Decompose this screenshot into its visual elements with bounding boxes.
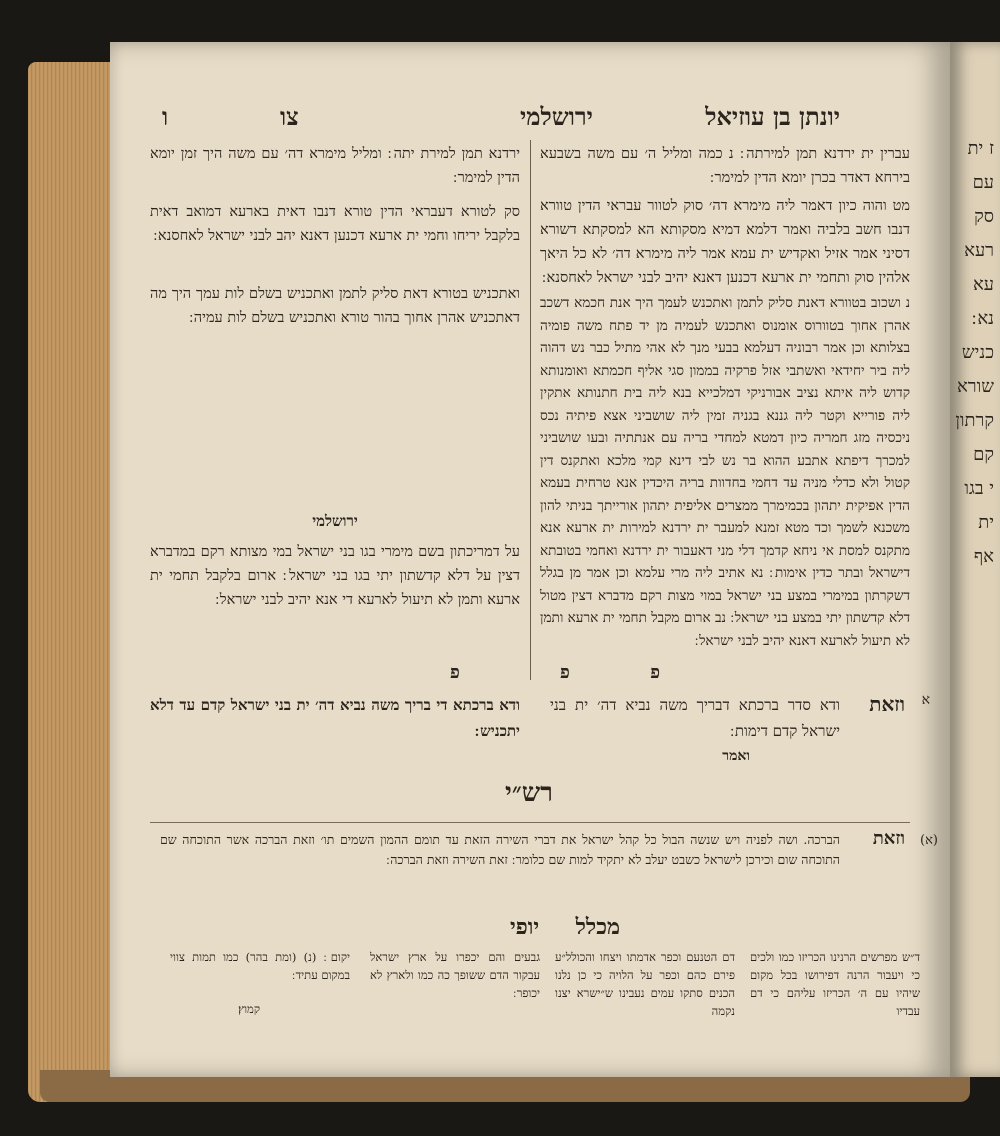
header-marker: ו [162, 102, 169, 131]
rashi-rule [150, 822, 910, 823]
verse-left-text: ודא ברכתא די בריך משה נביא דה׳ ית בני ישראל קדם עד דלא יתכניש ׃ [150, 696, 520, 740]
peh-mark-1: פ [650, 662, 660, 683]
facing-page-fragment-line: ז ית [967, 138, 994, 159]
book-page [110, 42, 950, 1077]
header-middle-title: ירושלמי [520, 102, 593, 131]
facing-page-fragment [950, 42, 1000, 1077]
rashi-title: רש״י [505, 778, 553, 808]
facing-page-fragment-line: קם [973, 444, 994, 465]
facing-page-fragment-line: עא [973, 274, 994, 295]
book-edge [28, 62, 118, 1102]
bottom-col-3: גבעים והם יכפרו על ארץ ישראל עבקור הדם ששופך כה כמו ולארץ לא יכופר ׃ [370, 950, 540, 1000]
facing-page-fragment-line: כניש [961, 342, 994, 363]
facing-page-fragment-line: קרתון [955, 410, 994, 431]
facing-page-fragment-line: ית [978, 512, 994, 533]
yonatan-block-2: מט והוה כיון דאמר ליה מימרא דה׳ סוק לטוור עבראי הדין טוורא דנבו חשב בלביה ואמר דלמא דמיא מסקותא הא למסקתא דשורא דסיני אמר אזיל ואקדיש ית עמא אמר ליה מימרא דה׳ לא כל היאך אלהין סוק ותחמי ית ארעא דכנען דאנא יהיב לבני ישראל לאחסנא ׃ [540, 198, 910, 286]
facing-page-fragment-line: שורא [957, 376, 994, 397]
verse-right-text: ודא סדר ברכתא דבריך משה נביא דה׳ ית בני ישראל קדם דימות ׃ [550, 696, 840, 740]
yonatan-block-1: עברין ית ירדנא תמן למירתה ׃ נ כמה ומליל ה׳ עם משה בשבעא בירחא דאדר בכרן יומא הדין למימר ׃ [540, 146, 910, 186]
facing-page-text [950, 42, 1000, 574]
bottom-title-left: יופי [510, 914, 540, 940]
facing-page-fragment-line: אף [973, 546, 994, 567]
yerushalmi-block-4: על דמריכתון בשם מימרי בגו בני ישראל במי מצותא רקם במדברא דצין על דלא קדשתון יתי בגו בני ישראל ׃ ארום בלקבל תחמי ית ארעא ותמן לא תיעול לארעא די אנא יהיב לבני ישראל ׃ [150, 544, 520, 608]
column-divider [530, 140, 531, 680]
peh-mark-2: פ [560, 662, 570, 683]
bottom-col-4b: קמוץ׃ [238, 1002, 260, 1016]
rashi-marker: (א) [920, 833, 938, 848]
bottom-col-4: יקום ׃ (נ) (ומת בהר) כמו תמות צווי במקום עתיד ׃ [170, 950, 350, 982]
page-number: צו [280, 102, 299, 131]
yerushalmi-label: ירושלמי [312, 512, 358, 530]
verse-opening-word: וזאת [869, 692, 905, 716]
bottom-title-right: מכלל [575, 914, 620, 940]
bottom-col-2: דם הטנעם וכפר אדמתו ויצחו והכולל״ע פירם כהם וכפר על הלויה כי כן נלנו הכנים סתקו עמים נעבינו ש״ישרא יצנו נקמה [555, 950, 735, 1018]
verse-number: א [921, 692, 930, 708]
peh-mark-3: פ [450, 662, 460, 683]
page-header [150, 102, 910, 142]
facing-page-fragment-line: עם [972, 172, 994, 193]
rashi-text: הברכה. ושה לפניה ויש שנשה הבול כל קהל ישראל את דברי השירה הזאת עד תומם ההמון השמים תו׳ וזאת הברכה אשר התוכחה שם התוכחה שום וכירכן לישראל כשבט יעלב לא יתקיד למות שם כלומר ׃ זאת השירה וזאת הברכה ׃ [160, 832, 840, 867]
catchword: ואמר [722, 748, 750, 764]
facing-page-fragment-line: י בגו [964, 478, 994, 499]
yonatan-block-3: נ ושכוב בטוורא דאנת סליק לתמן ואתכנש לעמך היך אנת חכמא דשכב אהרן אחוך בטוורוס אומנוס ואתכנש לעמיה מן יד פתח משה פומיה בצלותא וכן אמר רבוניה דעלמא בבעי מנך לא אהי מתיל כבר נש דהוה ליה ביר יחידאי ואשתבי אזל פרקיה בממון סגי אליף חכמתא ואומנותא קדוש ליה איתא נציב אבורניקי דמלכייא בנא ליה בית חתנותא אתקין ליה פורייא וקטר ליה גננא בגניה זמין ליה שושביני אצא פיתיה נכס ניכסיה מזג חמריה כיון דמטא למחדי בריה עם אנתתיה ובעו שושביני למכרך דיפתא אתבע ההוא בר נש לבי דינא קמי מלכא ואתקנס דין קטול ולא כדלי מניה עד דחמי בחדוות בריה היכדין אנא טרחית בעמא הדין אפיקית יתהון בכמימרך ממצרים אליפית יתהון אורייתך בניתי להון משכנא לשמך וכד מטא זמנא למעבר ית ירדנא למירות ית ארעא אנא מתקנס למסת אי ניחא קדמך דלי מני דאעבור ית ירדנא ואחמי בטובתא דישראל ובתר כדין אימות ׃ נא אתיב ליה מרי עלמא וכן אמר מן בגלל דשקרתון במימרי במצע בני ישראל במוי מצות רקם מדברא דצין מטול דלא קדשתון יתי במצע בני ישראל ׃ נב ארום מקבל תחמי ית ארעא ותמן לא תיעול לארעא דאנא יהיב לבני ישראל ׃ [540, 295, 910, 649]
facing-page-fragment-line: סק [974, 206, 994, 227]
facing-page-fragment-line: נא ׃ [971, 308, 994, 329]
yerushalmi-block-3: ואתכניש בטורא דאת סליק לתמן ואתכניש בשלם לות עמך היך מה דאתכניש אהרן אחוך בהור טורא ואתכניש בשלם לות עמיה ׃ [150, 286, 520, 326]
facing-page-fragment-line: רעא [964, 240, 994, 261]
header-right-title: יונתן בן עוזיאל [705, 102, 840, 131]
bottom-col-1: ד״ש מפרשים הרנינו הכריזו כמו ולכים כי ויעבור הרנה דפירושו בכל מקום שיהיו עם ה׳ הכריזו עליהם כי דם עבדיו [750, 950, 920, 1018]
yerushalmi-block-2: סק לטורא דעבראי הדין טורא דנבו דאית בארעא דמואב דאית בלקבל יריחו וחמי ית ארעא דכנען דאנא יהב לבני ישראל לאחסנא ׃ [150, 204, 520, 244]
rashi-opening-word: וזאת [872, 828, 905, 849]
yerushalmi-block-1: ירדנא תמן למירת יתה ׃ ומליל מימרא דה׳ עם משה היך זמן יומא הדין למימר ׃ [150, 146, 520, 186]
